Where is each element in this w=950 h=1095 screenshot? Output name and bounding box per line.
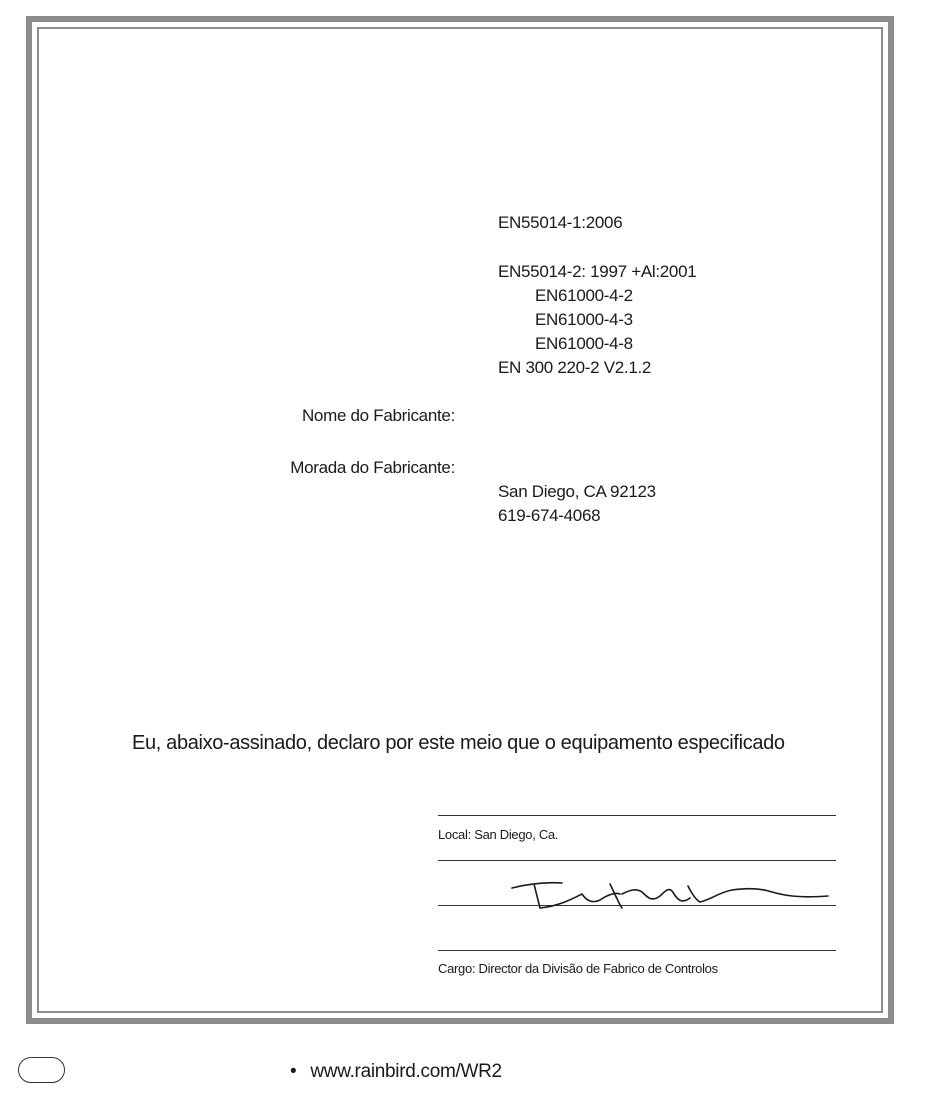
manufacturer-city: San Diego, CA 92123 xyxy=(498,482,656,501)
manufacturer-address-label: Morada do Fabricante: xyxy=(290,458,455,477)
standard-sub-2: EN61000-4-3 xyxy=(535,310,633,329)
local-line: Local: San Diego, Ca. xyxy=(438,827,559,842)
standard-en300220: EN 300 220-2 V2.1.2 xyxy=(498,358,652,377)
declaration-text: Eu, abaixo-assinado, declaro por este meio que o equipamento especificado xyxy=(132,732,785,754)
signature-rule-1 xyxy=(438,815,836,816)
signature-rule-2 xyxy=(438,860,836,861)
manufacturer-phone: 619-674-4068 xyxy=(498,506,601,525)
footer-url-text[interactable]: www.rainbird.com/WR2 xyxy=(310,1061,502,1082)
standard-en55014-1: EN55014-1:2006 xyxy=(498,213,623,232)
page-number-oval xyxy=(18,1057,65,1083)
cargo-line: Cargo: Director da Divisão de Fabrico de Controlos xyxy=(438,961,718,976)
signature-rule-4 xyxy=(438,950,836,951)
document-frame xyxy=(26,16,894,1024)
document-body xyxy=(37,27,883,1013)
standard-sub-1: EN61000-4-2 xyxy=(535,286,633,305)
manufacturer-name-label: Nome do Fabricante: xyxy=(301,406,455,425)
footer-link[interactable] xyxy=(290,1061,502,1083)
standard-en55014-2: EN55014-2: 1997 +Al:2001 xyxy=(498,262,697,281)
standard-sub-3: EN61000-4-8 xyxy=(535,334,633,353)
bullet-glyph: • xyxy=(290,1061,297,1082)
handwritten-signature xyxy=(510,876,830,916)
